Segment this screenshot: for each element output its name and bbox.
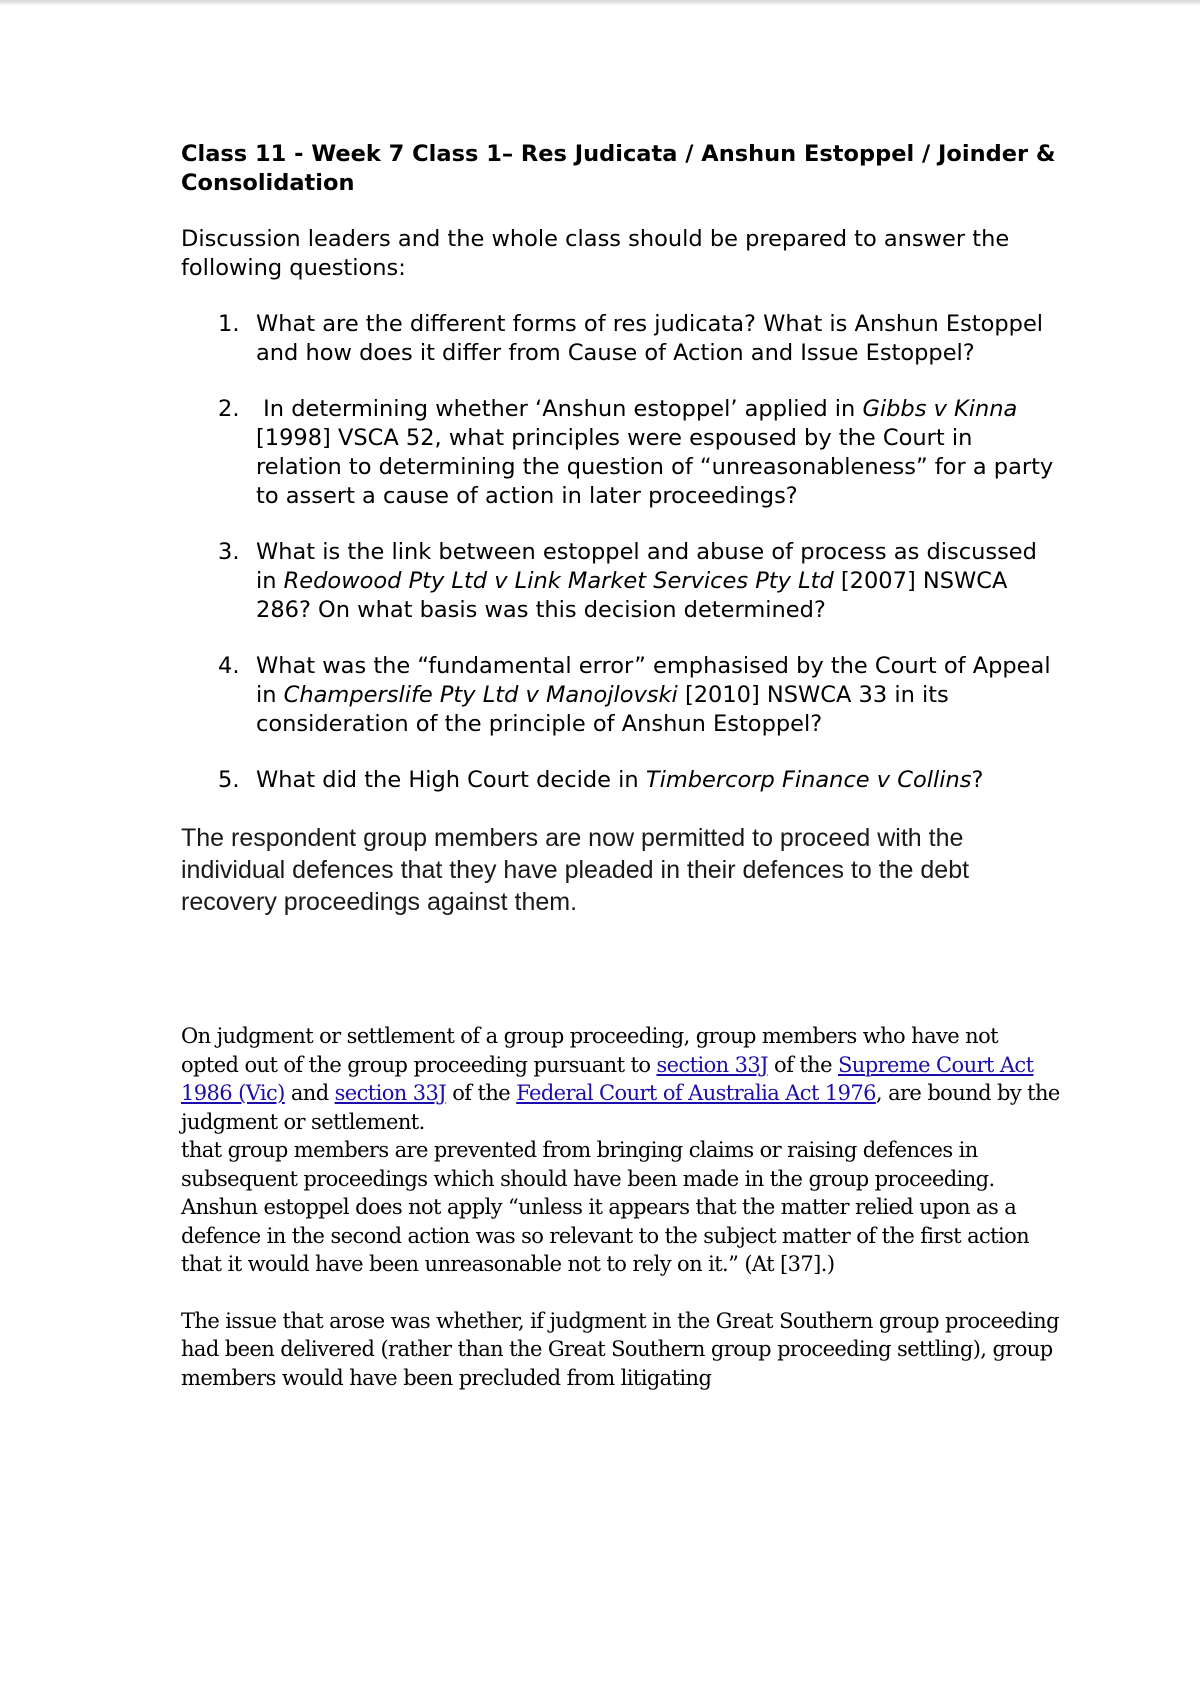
question-text bbox=[256, 767, 983, 793]
question-item bbox=[181, 538, 1061, 625]
question-number: 4. bbox=[218, 653, 240, 679]
question-text-post: [2010] NSWCA 33 in its consideration of the principle of Anshun Estoppel? bbox=[256, 682, 949, 737]
question-text: What are the different forms of res judicata? What is Anshun Estoppel and how does it differ from Cause of Action and Issue Estoppel? bbox=[256, 311, 1044, 366]
question-text-post: [2007] NSWCA 286? On what basis was this decision determined? bbox=[256, 568, 1008, 623]
judgment-text: of the bbox=[446, 1081, 517, 1105]
section-33j-link[interactable]: section 33J bbox=[656, 1052, 768, 1077]
question-text bbox=[256, 539, 1037, 623]
case-name: Redowood Pty Ltd v Link Market Services Pty Ltd bbox=[283, 568, 834, 594]
judgment-text: On judgment or settlement of a group proceeding, group members who have not opted out of the group proceeding pursuant to bbox=[181, 1024, 998, 1077]
question-text-post: [1998] VSCA 52, what principles were espoused by the Court in relation to determining the question of “unreasonableness” for a party to assert a cause of action in later proceedings? bbox=[256, 425, 1054, 509]
estoppel-paragraph: that group members are prevented from bringing claims or raising defences in subsequent proceedings which should have been made in the group proceeding. Anshun estoppel does not apply “unless it appears that the matter relied upon as a defence in the second action was so relevant to the subject matter of the first action that it would have been unreasonable not to rely on it.” (At [37].) bbox=[181, 1138, 1030, 1276]
question-text-pre: What is the link between estoppel and abuse of process as discussed in bbox=[256, 539, 1037, 594]
question-number: 3. bbox=[218, 539, 240, 565]
federal-court-act-link[interactable]: Federal Court of Australia Act 1976 bbox=[516, 1081, 876, 1105]
case-name: Timbercorp Finance v Collins bbox=[645, 767, 972, 793]
document-title: Class 11 - Week 7 Class 1– Res Judicata / Anshun Estoppel / Joinder & Consolidation bbox=[181, 141, 1056, 196]
question-text bbox=[256, 653, 1051, 737]
question-item bbox=[181, 652, 1061, 739]
supreme-court-act-link[interactable]: Supreme Court Act 1986 (Vic) bbox=[181, 1052, 1034, 1105]
question-item bbox=[181, 395, 1061, 511]
case-name: Gibbs v Kinna bbox=[862, 396, 1018, 422]
question-number: 5. bbox=[218, 767, 240, 793]
question-text-pre: What did the High Court decide in bbox=[256, 767, 646, 793]
page-top-shadow bbox=[0, 0, 1200, 6]
question-item bbox=[181, 766, 1061, 795]
question-text-pre: In determining whether ‘Anshun estoppel’ applied in bbox=[256, 396, 863, 422]
question-number: 2. bbox=[218, 396, 240, 422]
question-text-post: ? bbox=[971, 767, 984, 793]
judgment-text: of the bbox=[767, 1052, 839, 1077]
question-list bbox=[181, 310, 1061, 795]
document-page bbox=[181, 140, 1061, 1392]
summary-paragraph: The respondent group members are now permitted to proceed with the individual defences that they have pleaded in their defences to the debt recovery proceedings against them. bbox=[181, 824, 970, 916]
case-name: Champerslife Pty Ltd v Manojlovski bbox=[283, 682, 678, 708]
question-number: 1. bbox=[218, 311, 240, 337]
issue-paragraph: The issue that arose was whether, if judgment in the Great Southern group proceeding had been delivered (rather than the Great Southern group proceeding settling), group members would have been precluded from litigating bbox=[181, 1308, 1059, 1390]
judgment-text: and bbox=[284, 1081, 335, 1105]
judgment-text: , are bound by the judgment or settlement. bbox=[181, 1081, 1060, 1134]
question-text-pre: What was the “fundamental error” emphasised by the Court of Appeal in bbox=[256, 653, 1051, 708]
section-33j-federal-link[interactable]: section 33J bbox=[334, 1081, 447, 1105]
judgment-paragraph bbox=[181, 1022, 1061, 1136]
question-text bbox=[256, 396, 1053, 509]
intro-text: Discussion leaders and the whole class should be prepared to answer the following questions: bbox=[181, 226, 1010, 281]
question-item bbox=[181, 310, 1061, 368]
